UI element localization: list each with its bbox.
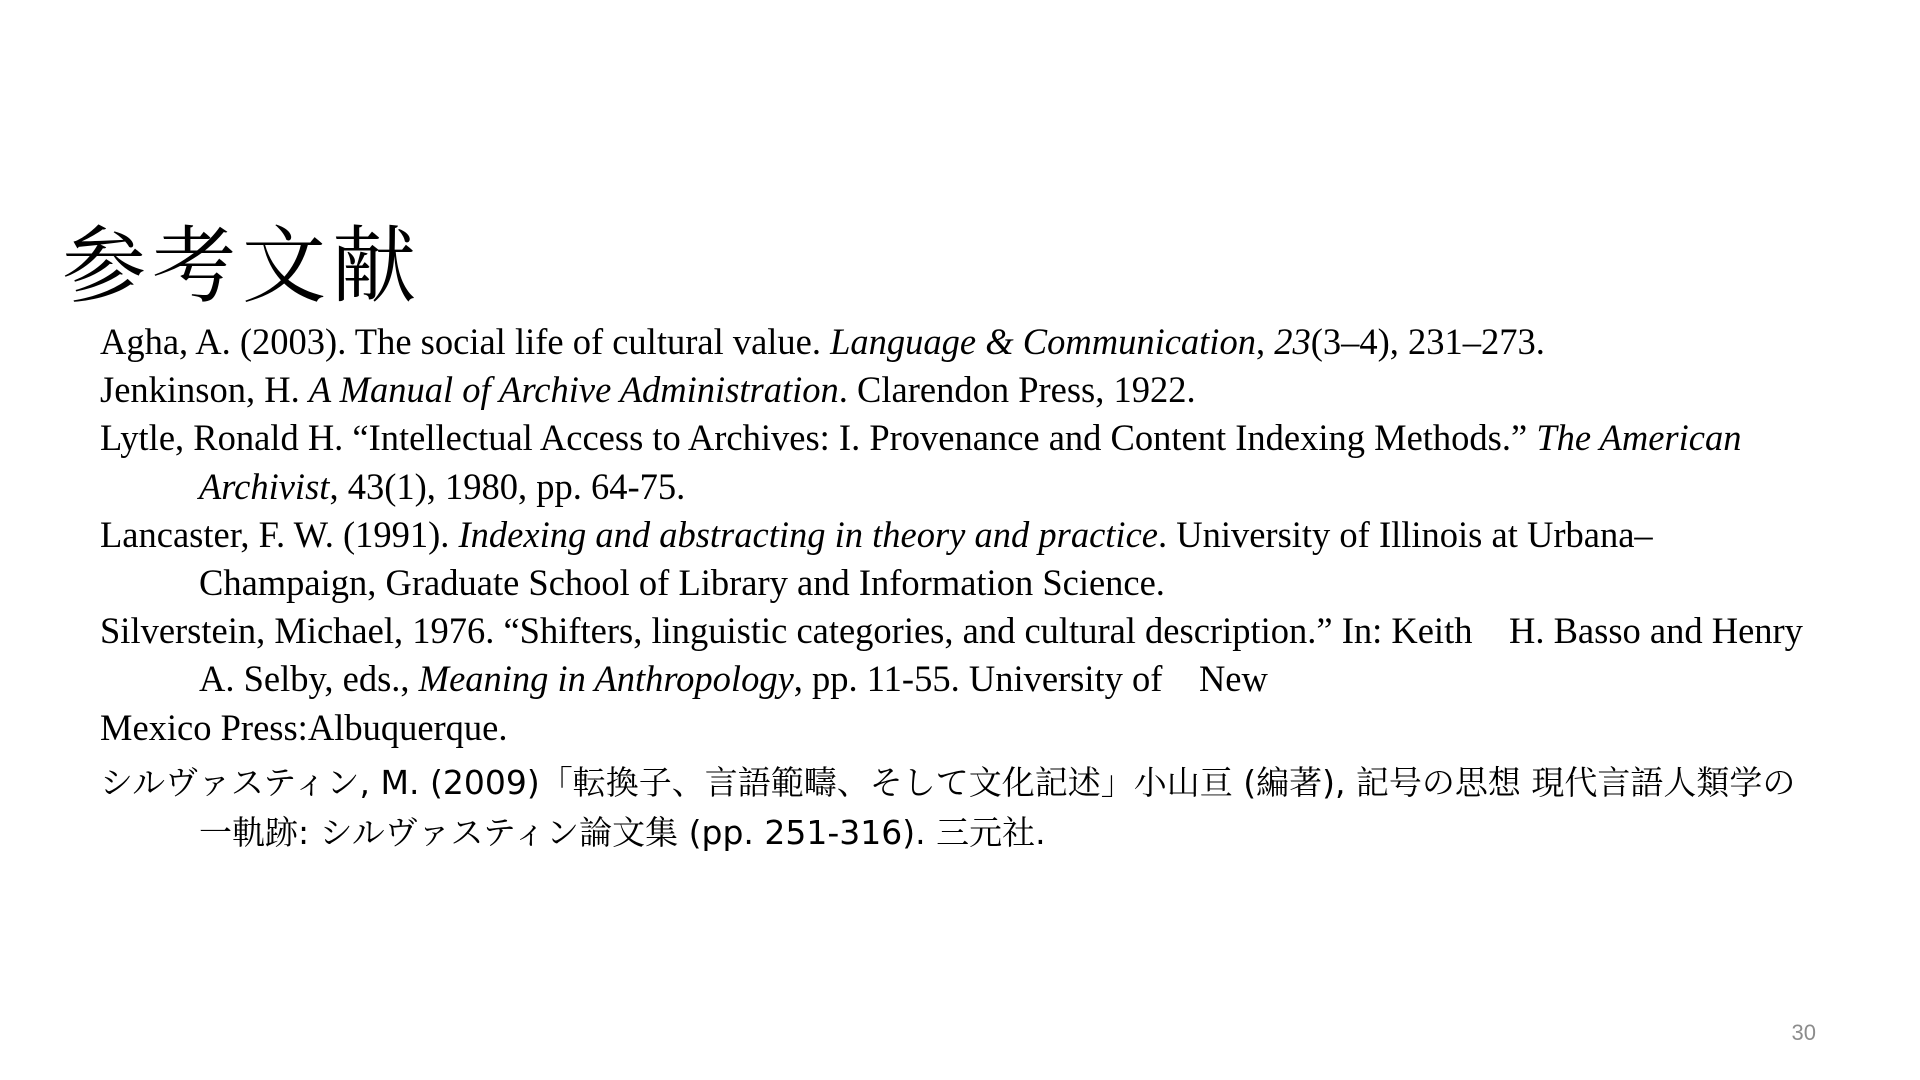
reference-jenkinson-1922 xyxy=(100,366,1820,414)
reference-text: , 43(1), 1980, pp. 64-75. xyxy=(329,465,686,507)
reference-silverstein-2009-japanese xyxy=(100,758,1820,858)
reference-lytle-1980 xyxy=(100,414,1820,510)
journal-title: The American Archivist xyxy=(199,417,1742,507)
reference-text: Jenkinson, H. xyxy=(100,369,309,411)
reference-text: . Clarendon Press, 1922. xyxy=(838,369,1196,411)
book-title: Meaning in Anthropology xyxy=(418,658,794,700)
reference-text: Lancaster, F. W. (1991). xyxy=(100,513,459,555)
reference-text: , pp. 11-55. University of New xyxy=(793,658,1268,700)
reference-agha-2003 xyxy=(100,318,1820,366)
reference-text: (3–4), 231–273. xyxy=(1310,321,1545,362)
reference-text: Agha, A. (2003). The social life of cultural value. xyxy=(100,321,831,362)
book-title: Indexing and abstracting in theory and practice xyxy=(458,513,1158,555)
page-title: 参考文献 xyxy=(62,217,423,316)
reference-lancaster-1991 xyxy=(100,511,1820,607)
reference-text: シルヴァスティン, M. (2009)「転換子、言語範疇、そして文化記述」小山亘 (編著), 記号の思想 現代言語人類学の一軌跡: シルヴァスティン論文集 (pp. 251-316). 三元社. xyxy=(100,762,1796,852)
page-number: 30 xyxy=(1791,1020,1816,1045)
volume-number: 23 xyxy=(1274,321,1311,362)
reference-text: . University of Illinois at Urbana–Champaign, Graduate School of Library and Information Science. xyxy=(199,513,1653,604)
reference-list xyxy=(100,318,1820,858)
journal-title: Language & Communication xyxy=(830,321,1256,362)
reference-text: , xyxy=(1255,321,1275,362)
reference-silverstein-1976 xyxy=(100,607,1820,752)
book-title: A Manual of Archive Administration xyxy=(308,369,839,411)
reference-text: Silverstein, Michael, 1976. “Shifters, linguistic categories, and cultural description.” In: Keith H. Basso and Henry A. Selby, eds., xyxy=(100,610,1803,700)
reference-text: Lytle, Ronald H. “Intellectual Access to Archives: I. Provenance and Content Indexing Methods.” xyxy=(100,417,1537,459)
reference-text: Mexico Press:Albuquerque. xyxy=(100,706,508,748)
